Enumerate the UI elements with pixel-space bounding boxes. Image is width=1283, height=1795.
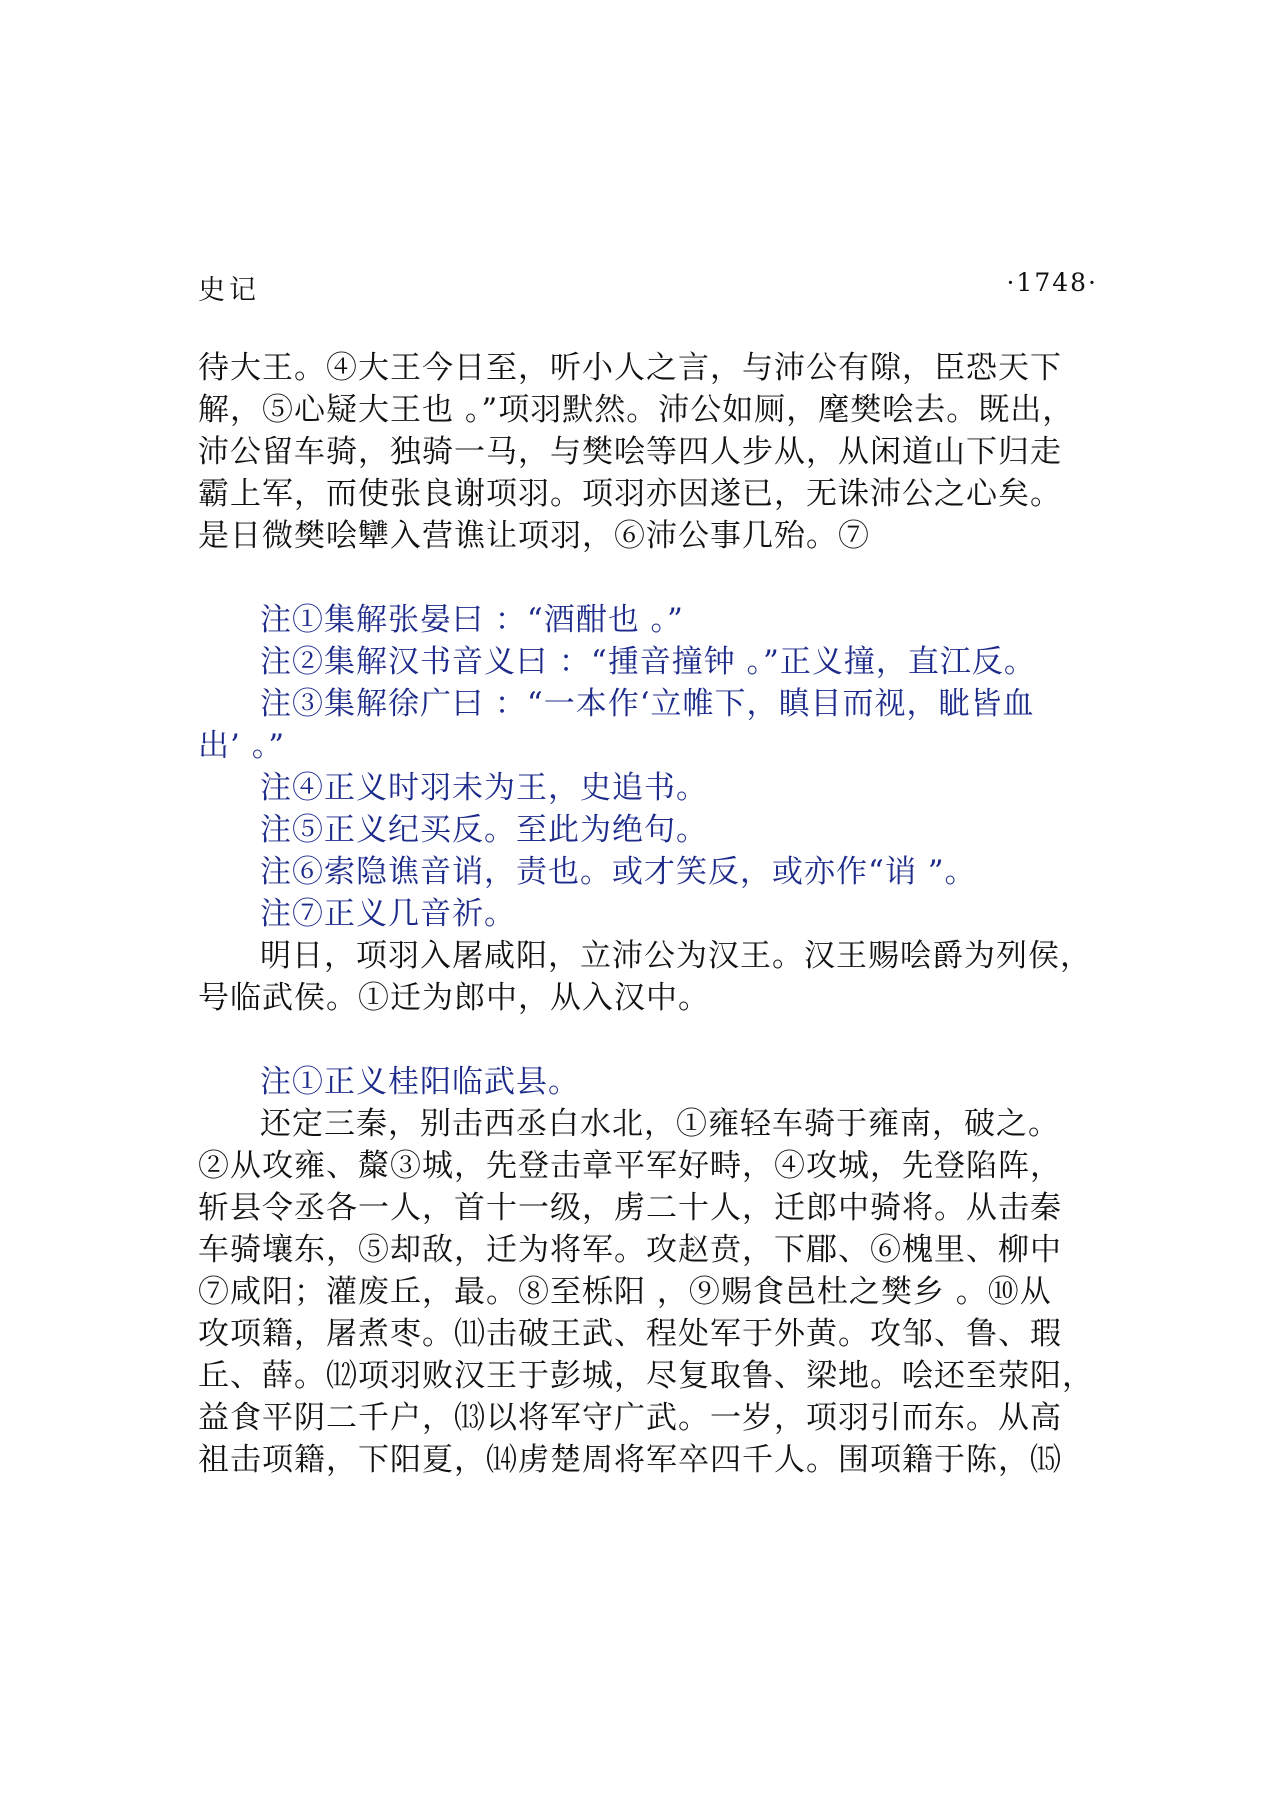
body-text-line: 明日，项羽入屠咸阳，立沛公为汉王。汉王赐哙爵为列侯， [260, 938, 1092, 974]
body-text-line: 待大王。④大王今日至，听小人之言，与沛公有隙，臣恐天下 [198, 350, 1062, 386]
annotation-note: 注⑦正义几音祈。 [260, 896, 516, 932]
annotation-note: 注①集解张晏曰 ：“酒酣也 。” [260, 602, 684, 638]
page-number: ·1748· [1006, 268, 1098, 297]
annotation-note: 注②集解汉书音义曰 ：“揰音撞钟 。”正义撞，直江反。 [260, 644, 1036, 680]
body-text-line: 是日微樊哙犫入营谯让项羽，⑥沛公事几殆。⑦ [198, 518, 870, 554]
book-title: 史记 [198, 275, 260, 306]
body-text-line: 丘、薛。⑿项羽败汉王于彭城，尽复取鲁、梁地。哙还至荥阳， [198, 1358, 1094, 1394]
annotation-note: 注⑥索隐谯音诮，责也。或才笑反，或亦作“诮 ”。 [260, 854, 977, 890]
body-text-line: 攻项籍，屠煮枣。⑾击破王武、程处军于外黄。攻邹、鲁、瑕 [198, 1316, 1062, 1352]
annotation-note: 注⑤正义纪买反。至此为绝句。 [260, 812, 708, 848]
body-text-line: 车骑壤东，⑤却敌，迁为将军。攻赵贲，下郿、⑥槐里、柳中 [198, 1232, 1062, 1268]
body-text-line: 沛公留车骑，独骑一马，与樊哙等四人步从，从闲道山下归走 [198, 434, 1062, 470]
body-text-line: 霸上军，而使张良谢项羽。项羽亦因遂已，无诛沛公之心矣。 [198, 476, 1062, 512]
document-page [198, 0, 1098, 1795]
body-text-line: 祖击项籍，下阳夏，⒁虏楚周将军卒四千人。围项籍于陈，⒂ [198, 1442, 1062, 1478]
annotation-note-continuation: 出’ 。” [198, 728, 286, 764]
body-text-line: 解，⑤心疑大王也 。”项羽默然。沛公如厕，麾樊哙去。既出， [198, 392, 1075, 428]
body-text-line: 还定三秦，别击西丞白水北，①雍轻车骑于雍南，破之。 [260, 1106, 1060, 1142]
annotation-note: 注③集解徐广曰 ：“一本作‘立帷下，瞋目而视，眦皆血 [260, 686, 1035, 722]
body-text-line: 号临武侯。①迁为郎中，从入汉中。 [198, 980, 710, 1016]
annotation-note: 注④正义时羽未为王，史追书。 [260, 770, 708, 806]
body-text-line: 斩县令丞各一人，首十一级，虏二十人，迁郎中骑将。从击秦 [198, 1190, 1062, 1226]
running-header [198, 268, 1098, 308]
annotation-note: 注①正义桂阳临武县。 [260, 1064, 580, 1100]
body-text-line: ②从攻雍、斄③城，先登击章平军好畤，④攻城，先登陷阵， [198, 1148, 1062, 1184]
body-text-line: ⑦咸阳；灌废丘，最。⑧至栎阳 ，⑨赐食邑杜之樊乡 。⑩从 [198, 1274, 1052, 1310]
body-text-line: 益食平阴二千户，⒀以将军守广武。一岁，项羽引而东。从高 [198, 1400, 1062, 1436]
